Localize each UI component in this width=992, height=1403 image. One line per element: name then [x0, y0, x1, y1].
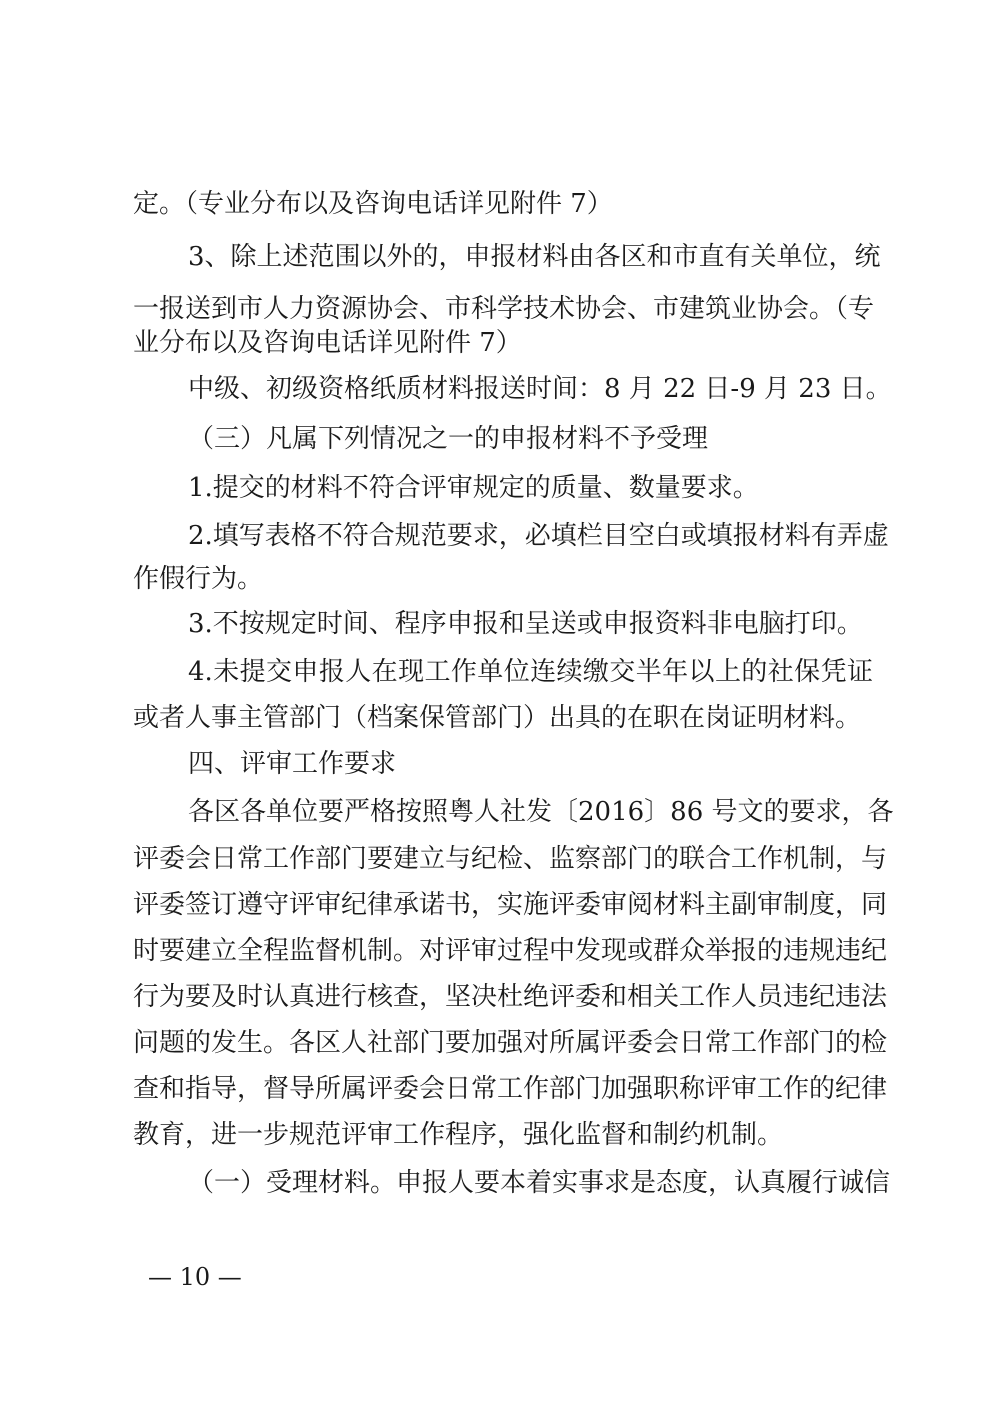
list-item-4-cont: 或者人事主管部门（档案保管部门）出具的在职在岗证明材料。	[133, 703, 862, 733]
text-line-2: 3、除上述范围以外的，申报材料由各区和市直有关单位，统	[188, 242, 881, 272]
list-item-2-cont: 作假行为。	[133, 564, 264, 594]
text-line-4: 业分布以及咨询电话详见附件 7）	[133, 328, 522, 358]
list-item-4: 4.未提交申报人在现工作单位连续缴交半年以上的社保凭证	[188, 657, 873, 687]
text-line-14: 各区各单位要严格按照粤人社发〔2016〕86 号文的要求，各	[188, 797, 894, 827]
text-line-19: 问题的发生。各区人社部门要加强对所属评委会日常工作部门的检	[133, 1028, 888, 1058]
text-line-16: 评委签订遵守评审纪律承诺书，实施评委审阅材料主副审制度，同	[133, 890, 888, 920]
text-line-1: 定。（专业分布以及咨询电话详见附件 7）	[133, 189, 613, 219]
text-line-5: 中级、初级资格纸质材料报送时间：8 月 22 日-9 月 23 日。	[188, 374, 892, 404]
text-line-22: （一）受理材料。申报人要本着实事求是态度，认真履行诚信	[188, 1168, 891, 1198]
list-item-3: 3.不按规定时间、程序申报和呈送或申报资料非电脑打印。	[188, 609, 863, 639]
text-line-20: 查和指导，督导所属评委会日常工作部门加强职称评审工作的纪律	[133, 1074, 888, 1104]
section-heading-four: 四、评审工作要求	[188, 749, 397, 779]
section-heading-3: （三）凡属下列情况之一的申报材料不予受理	[188, 424, 709, 454]
text-line-17: 时要建立全程监督机制。对评审过程中发现或群众举报的违规违纪	[133, 936, 888, 966]
text-line-15: 评委会日常工作部门要建立与纪检、监察部门的联合工作机制，与	[133, 844, 888, 874]
text-line-3: 一报送到市人力资源协会、市科学技术协会、市建筑业协会。（专	[133, 294, 875, 324]
list-item-1: 1.提交的材料不符合评审规定的质量、数量要求。	[188, 473, 759, 503]
list-item-2: 2.填写表格不符合规范要求，必填栏目空白或填报材料有弄虚	[188, 521, 889, 551]
page-number: — 10 —	[148, 1263, 242, 1291]
text-line-21: 教育，进一步规范评审工作程序，强化监督和制约机制。	[133, 1120, 784, 1150]
text-line-18: 行为要及时认真进行核查，坚决杜绝评委和相关工作人员违纪违法	[133, 982, 888, 1012]
